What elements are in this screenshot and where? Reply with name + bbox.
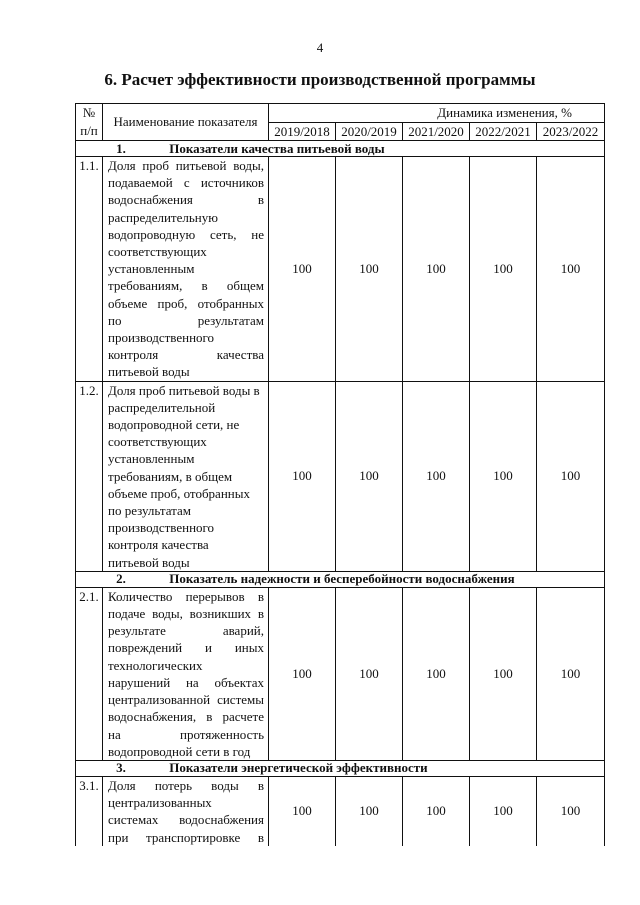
desc-line: по результатам — [108, 312, 264, 328]
desc-line: соответствующих — [108, 244, 207, 260]
section-header — [76, 141, 605, 157]
desc-line: контроля качества — [108, 347, 264, 363]
desc-line: технологических — [108, 657, 203, 673]
desc-line: питьевой воды — [108, 364, 190, 380]
desc-line: требованиям, в общем — [108, 278, 264, 294]
desc-line: объеме проб, отобранных — [108, 485, 250, 501]
desc-line: нарушений на объектах — [108, 674, 264, 690]
desc-line: централизованных — [108, 795, 212, 811]
desc-line: при транспортировке в — [108, 829, 264, 845]
row-description — [103, 587, 269, 760]
value-cell: 100 — [336, 587, 403, 760]
desc-line: Количество перерывов в — [108, 588, 264, 604]
desc-line: водопроводную сеть, не — [108, 226, 264, 242]
value-cell: 100 — [537, 381, 605, 571]
row-number: 1.1. — [76, 157, 103, 382]
desc-line: соответствующих — [108, 434, 207, 450]
header-name: Наименование показателя — [103, 104, 269, 141]
value-cell: 100 — [470, 381, 537, 571]
value-cell: 100 — [470, 157, 537, 382]
section-header — [76, 760, 605, 776]
value-cell: 100 — [269, 776, 336, 845]
desc-line: распределительную — [108, 209, 218, 225]
section-number: 2. — [116, 571, 126, 587]
row-description — [103, 381, 269, 571]
header-year: 2023/2022 — [537, 123, 605, 141]
table-row — [76, 381, 605, 571]
section-number: 3. — [116, 760, 126, 776]
desc-line: водоснабжения в — [108, 192, 264, 208]
value-cell: 100 — [537, 776, 605, 845]
page-title: 6. Расчет эффективности производственной программы — [104, 70, 536, 89]
row-description — [103, 776, 269, 845]
table-row — [76, 776, 605, 845]
value-cell: 100 — [470, 587, 537, 760]
section-title: Показатели качества питьевой воды — [169, 140, 385, 156]
section-header — [76, 571, 605, 587]
desc-line: централизованной системы — [108, 692, 264, 708]
table-row — [76, 587, 605, 760]
page-number: 4 — [316, 40, 324, 55]
desc-line: контроля качества — [108, 537, 209, 553]
table-row — [76, 157, 605, 382]
header-dynamics: Динамика изменения, % — [269, 104, 605, 123]
row-number: 3.1. — [76, 776, 103, 845]
value-cell: 100 — [403, 587, 470, 760]
value-cell: 100 — [269, 157, 336, 382]
header-year: 2020/2019 — [336, 123, 403, 141]
section-title: Показатель надежности и бесперебойности водоснабжения — [169, 571, 515, 587]
header-num-line2: п/п — [80, 123, 98, 138]
header-year: 2021/2020 — [403, 123, 470, 141]
value-cell: 100 — [403, 157, 470, 382]
value-cell: 100 — [336, 381, 403, 571]
desc-line: водопроводной сети в год — [108, 743, 251, 759]
desc-line: Доля проб питьевой воды, — [108, 158, 264, 173]
desc-line: Доля проб питьевой воды в — [108, 382, 260, 398]
header-year: 2022/2021 — [470, 123, 537, 141]
desc-line: объеме проб, отобранных — [108, 295, 264, 311]
desc-line: питьевой воды — [108, 554, 190, 570]
value-cell: 100 — [403, 381, 470, 571]
desc-line: установленным — [108, 451, 195, 467]
value-cell: 100 — [336, 776, 403, 845]
desc-line: производственного — [108, 330, 215, 346]
row-number: 1.2. — [76, 381, 103, 571]
desc-line: подаче воды, возникших в — [108, 606, 264, 622]
desc-line: требованиям, в общем — [108, 468, 233, 484]
desc-line: водоснабжения, в расчете — [108, 709, 264, 725]
desc-line: распределительной — [108, 399, 216, 415]
value-cell: 100 — [336, 157, 403, 382]
desc-line: Доля потерь воды в — [108, 777, 264, 793]
value-cell: 100 — [537, 157, 605, 382]
header-year: 2019/2018 — [269, 123, 336, 141]
desc-line: повреждений и иных — [108, 640, 264, 656]
value-cell: 100 — [269, 381, 336, 571]
header-num-line1: № — [82, 105, 96, 120]
value-cell: 100 — [537, 587, 605, 760]
desc-line: подаваемой с источников — [108, 175, 264, 191]
desc-line: результате аварий, — [108, 623, 264, 639]
efficiency-table — [75, 103, 605, 846]
desc-line: на протяженность — [108, 726, 264, 742]
value-cell: 100 — [470, 776, 537, 845]
desc-line: по результатам — [108, 503, 191, 519]
value-cell: 100 — [403, 776, 470, 845]
header-num — [76, 104, 103, 141]
value-cell: 100 — [269, 587, 336, 760]
section-number: 1. — [116, 140, 126, 156]
desc-line: водопроводной сети, не — [108, 417, 240, 433]
row-description — [103, 157, 269, 382]
row-number: 2.1. — [76, 587, 103, 760]
section-title: Показатели энергетической эффективности — [169, 760, 428, 776]
desc-line: системах водоснабжения — [108, 812, 264, 828]
desc-line: производственного — [108, 520, 215, 536]
desc-line: установленным — [108, 261, 195, 277]
